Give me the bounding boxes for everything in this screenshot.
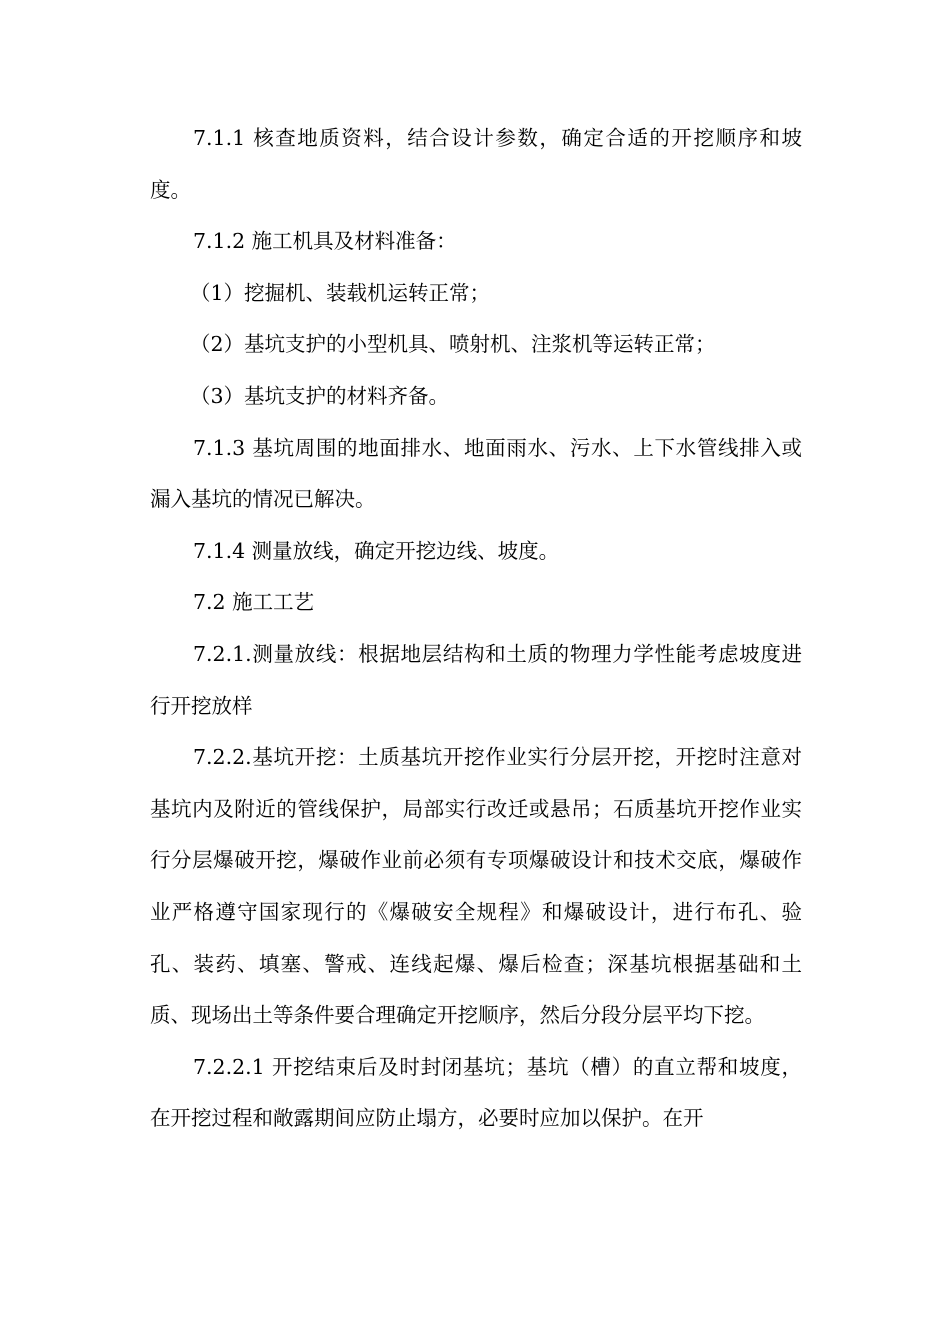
paragraph-7-1-2: 7.1.2 施工机具及材料准备： bbox=[193, 229, 457, 254]
paragraph-7-1-1: 7.1.1 核查地质资料，结合设计参数，确定合适的开挖顺序和坡度。 bbox=[150, 126, 802, 202]
list-item-3: （3）基坑支护的材料齐备。 bbox=[190, 383, 450, 408]
paragraph-7-1-4: 7.1.4 测量放线，确定开挖边线、坡度。 bbox=[193, 538, 560, 563]
paragraph-7-2-2-1: 7.2.2.1 开挖结束后及时封闭基坑；基坑（槽）的直立帮和坡度，在开挖过程和敞露期间应防止塌方，必要时应加以保护。在开 bbox=[150, 1054, 802, 1131]
list-item-2: （2）基坑支护的小型机具、喷射机、注浆机等运转正常； bbox=[190, 332, 716, 357]
paragraph-7-2-2: 7.2.2.基坑开挖：土质基坑开挖作业实行分层开挖，开挖时注意对基坑内及附近的管线保护，局部实行改迁或悬吊；石质基坑开挖作业实行分层爆破开挖，爆破作业前必须有专项爆破设计和技术交底，爆破作业严格遵守国家现行的《爆破安全规程》和爆破设计，进行布孔、验孔、装药、填塞、警戒、连线起爆、爆后检查；深基坑根据基础和土质、现场出土等条件要合理确定开挖顺序，然后分段分层平均下挖。 bbox=[150, 745, 802, 1028]
section-heading-7-2: 7.2 施工工艺 bbox=[193, 590, 315, 615]
paragraph-7-1-3: 7.1.3 基坑周围的地面排水、地面雨水、污水、上下水管线排入或漏入基坑的情况已解决。 bbox=[150, 435, 802, 512]
list-item-1: （1）挖掘机、装载机运转正常； bbox=[190, 280, 491, 305]
paragraph-7-2-1: 7.2.1.测量放线：根据地层结构和土质的物理力学性能考虑坡度进行开挖放样 bbox=[150, 641, 802, 718]
document-body bbox=[150, 113, 802, 1145]
